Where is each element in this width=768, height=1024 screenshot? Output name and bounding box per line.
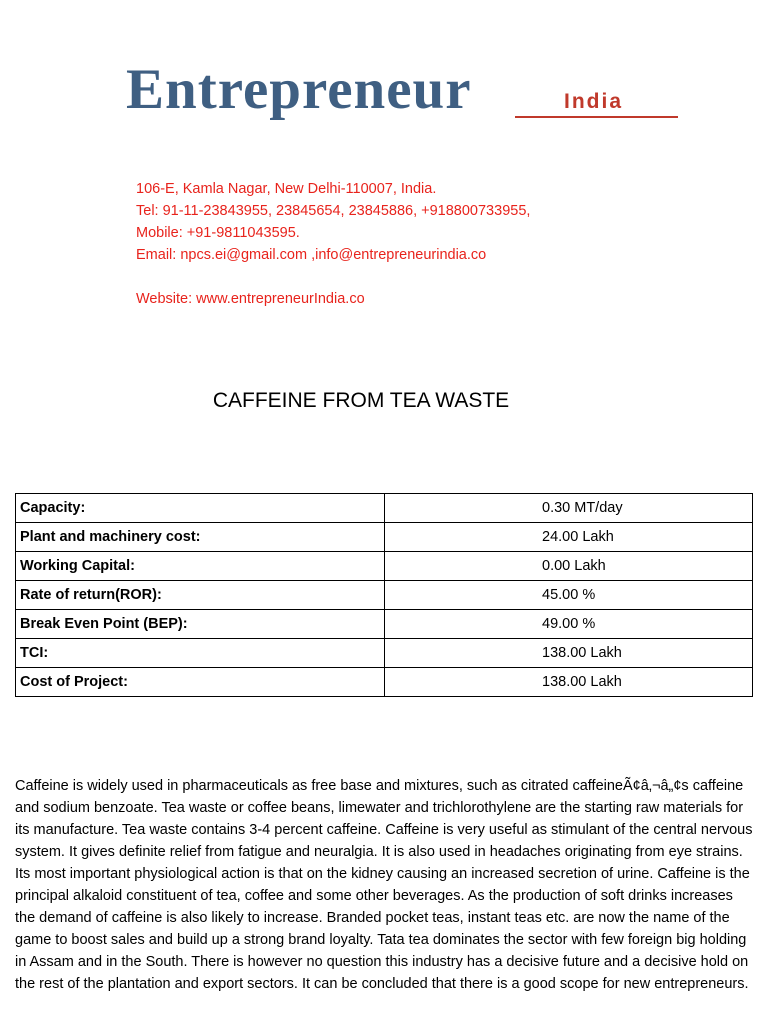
- table-row: [16, 668, 753, 697]
- spec-value: 138.00 Lakh: [385, 639, 753, 668]
- logo-subtitle: India: [564, 90, 624, 113]
- contact-address: 106-E, Kamla Nagar, New Delhi-110007, India.: [136, 181, 437, 197]
- spec-label: Capacity:: [16, 494, 385, 523]
- table-row: [16, 581, 753, 610]
- table-row: [16, 494, 753, 523]
- contact-spacer: [136, 266, 530, 288]
- contact-phone: Tel: 91-11-23843955, 23845654, 23845886, +918800733955,: [136, 203, 531, 219]
- spec-value: 0.00 Lakh: [385, 552, 753, 581]
- spec-label: TCI:: [16, 639, 385, 668]
- logo-underline: [515, 116, 678, 118]
- entrepreneur-india-logo: [126, 58, 686, 124]
- logo-wordmark: Entrepreneur: [126, 58, 472, 121]
- spec-value: 45.00 %: [385, 581, 753, 610]
- project-description: Caffeine is widely used in pharmaceuticals as free base and mixtures, such as citrated caffeineÃ¢â‚¬â„¢s caffeine and sodium benzoate. Tea waste or coffee beans, limewater and trichlorothylene are the starting raw materials for its manufacture. Tea waste contains 3-4 percent caffeine. Caffeine is very useful as stimulant of the central nervous system. It gives definite relief from fatigue and neuralgia. It is also used in headaches originating from eye strains. Its most important physiological action is that on the kidney causing an increased secretion of urine. Caffeine is the principal alkaloid constituent of tea, coffee and some other beverages. As the production of soft drinks increases the demand of caffeine is also likely to increase. Branded pocket teas, instant teas etc. are now the name of the game to boost sales and build up a strong brand loyalty. Tata tea dominates the sector with few foreign big holding in Assam and in the South. There is however no question this industry has a decisive future and a decisive hold on the rest of the plantation and export sectors. It can be concluded that there is a good scope for new entrepreneurs.: [15, 777, 753, 992]
- spec-label: Rate of return(ROR):: [16, 581, 385, 610]
- spec-label: Plant and machinery cost:: [16, 523, 385, 552]
- project-spec-table: [15, 493, 753, 697]
- spec-label: Break Even Point (BEP):: [16, 610, 385, 639]
- table-row: [16, 610, 753, 639]
- spec-label: Cost of Project:: [16, 668, 385, 697]
- document-title: CAFFEINE FROM TEA WASTE: [212, 389, 510, 412]
- contact-email[interactable]: Email: npcs.ei@gmail.com ,info@entrepreneurindia.co: [136, 247, 487, 263]
- spec-value: 138.00 Lakh: [385, 668, 753, 697]
- spec-label: Working Capital:: [16, 552, 385, 581]
- table-row: [16, 552, 753, 581]
- spec-value: 0.30 MT/day: [385, 494, 753, 523]
- contact-mobile: Mobile: +91-9811043595.: [136, 225, 300, 241]
- contact-block: [136, 178, 530, 310]
- spec-value: 49.00 %: [385, 610, 753, 639]
- spec-value: 24.00 Lakh: [385, 523, 753, 552]
- contact-website[interactable]: Website: www.entrepreneurIndia.co: [136, 291, 365, 307]
- table-row: [16, 523, 753, 552]
- table-row: [16, 639, 753, 668]
